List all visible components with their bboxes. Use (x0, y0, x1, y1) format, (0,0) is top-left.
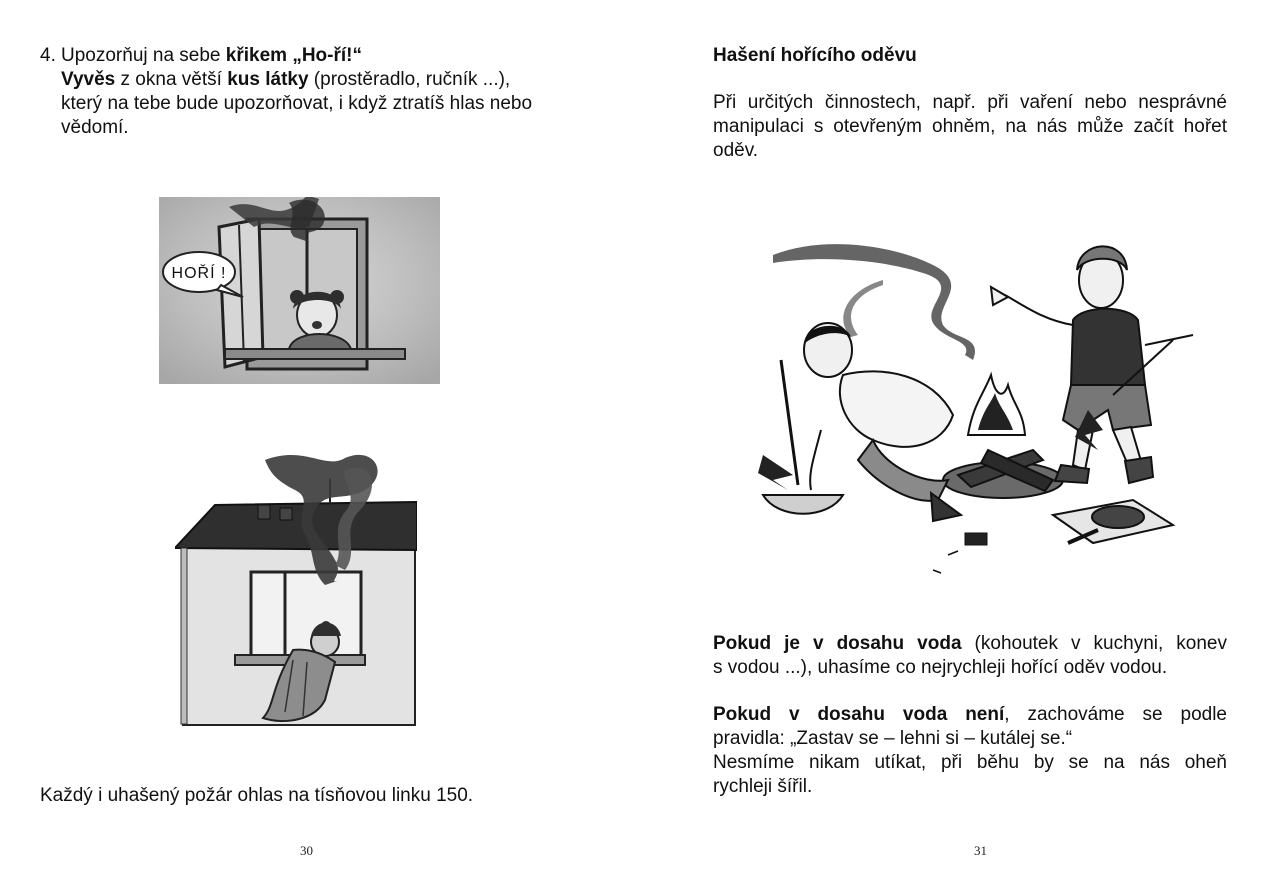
p2-line-3: Nesmíme nikam utíkat, při běhu by se na nás oheň (713, 752, 1227, 773)
illustration-window-shout (159, 197, 440, 384)
speech-bubble-text: HOŘÍ ! (171, 265, 227, 282)
instruction-item-4 (40, 44, 600, 140)
intro-paragraph (713, 91, 1227, 163)
illustration-campfire (733, 225, 1208, 585)
p2-line-4: rychleji šířil. (713, 776, 813, 797)
no-water-paragraph (713, 703, 1227, 799)
water-available-paragraph (713, 632, 1227, 680)
intro-line-1: Při určitých činnostech, např. při vaření nebo nesprávné (713, 92, 1227, 113)
section-title: Hašení hořícího oděvu (713, 45, 917, 66)
item-number: 4. (40, 45, 56, 66)
emergency-note: Každý i uhašený požár ohlas na tísňovou linku 150. (40, 785, 474, 806)
right-page (640, 0, 1280, 886)
p1-line-2: s vodou ...), uhasíme co nejrychleji hořící oděv vodou. (713, 657, 1168, 678)
p1-line-1: Pokud je v dosahu voda (kohoutek v kuchyni, konev (713, 633, 1227, 654)
intro-line-3: oděv. (713, 140, 759, 161)
illustration-house-cloth (175, 450, 417, 726)
item4-line3: který na tebe bude upozorňovat, i když ztratíš hlas nebo (61, 93, 533, 114)
item4-line2: Vyvěs z okna větší kus látky (prostěradlo, ručník ...), (61, 69, 511, 90)
page-number-right: 31 (974, 843, 987, 858)
item4-line4: vědomí. (61, 117, 129, 138)
p2-line-2: pravidla: „Zastav se – lehni si – kutálej se.“ (713, 728, 1073, 749)
intro-line-2: manipulaci s otevřeným ohněm, na nás může začít hořet (713, 116, 1227, 137)
p2-line-1: Pokud v dosahu voda není, zachováme se podle (713, 704, 1227, 725)
page-number-left: 30 (300, 843, 313, 858)
item4-line1: Upozorňuj na sebe křikem „Ho-ří!“ (61, 45, 362, 66)
